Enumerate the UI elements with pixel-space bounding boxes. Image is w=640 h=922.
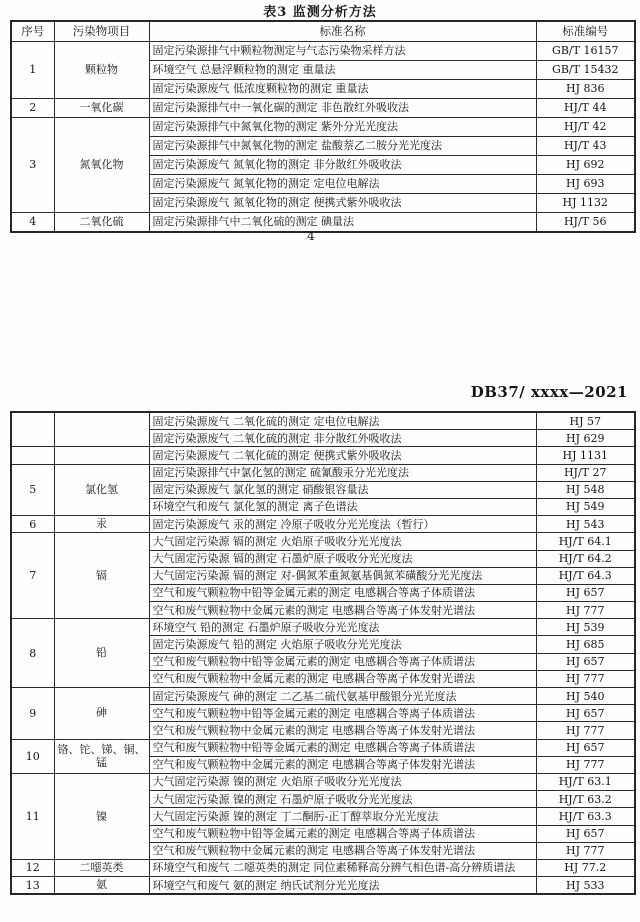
pollutant-cell: 氯化氢	[54, 464, 149, 516]
pollutant-cell: 颗粒物	[54, 42, 149, 99]
table-header-row	[11, 21, 635, 42]
pollutant-cell	[54, 447, 149, 464]
serial-number-cell: 10	[11, 739, 54, 773]
header-standard-code: 标准编号	[536, 21, 635, 42]
serial-number-cell: 1	[11, 42, 54, 99]
standard-code-cell: HJ 777	[536, 722, 635, 739]
standard-code-cell: HJ 629	[536, 430, 635, 447]
monitoring-methods-table-page5	[10, 411, 636, 895]
standard-name-cell: 环境空气和废气 氨的测定 纳氏试剂分光光度法	[149, 877, 536, 895]
standard-name-cell: 大气固定污染源 镍的测定 火焰原子吸收分光光度法	[149, 773, 536, 790]
standard-name-cell: 环境空气 铅的测定 石墨炉原子吸收分光光度法	[149, 619, 536, 636]
standard-name-cell: 空气和废气颗粒物中金属元素的测定 电感耦合等离子体发射光谱法	[149, 842, 536, 859]
serial-number-cell: 13	[11, 877, 54, 895]
standard-code-cell: HJ 548	[536, 481, 635, 498]
standard-code-cell: HJ 693	[536, 175, 635, 194]
standard-name-cell: 固定污染源废气 氯化氢的测定 硝酸银容量法	[149, 481, 536, 498]
standard-code-cell: HJ/T 64.1	[536, 533, 635, 550]
standard-code-cell: GB/T 15432	[536, 61, 635, 80]
table-row	[11, 688, 635, 705]
standard-name-cell: 固定污染源废气 砷的测定 二乙基二硫代氨基甲酸银分光光度法	[149, 688, 536, 705]
standard-name-cell: 环境空气和废气 氯化氢的测定 离子色谱法	[149, 498, 536, 515]
pollutant-cell	[54, 412, 149, 447]
table-row	[11, 118, 635, 137]
standard-name-cell: 固定污染源废气 氮氧化物的测定 非分散红外吸收法	[149, 156, 536, 175]
standard-name-cell: 环境空气和废气 二噁英类的测定 同位素稀释高分辨气相色谱-高分辨质谱法	[149, 859, 536, 876]
table-row	[11, 412, 635, 430]
document-standard-number: DB37/ xxxx—2021	[470, 383, 628, 401]
pollutant-cell: 氨	[54, 877, 149, 895]
standard-name-cell: 空气和废气颗粒物中铅等金属元素的测定 电感耦合等离子体质谱法	[149, 584, 536, 601]
standard-name-cell: 大气固定污染源 镉的测定 石墨炉原子吸收分光光度法	[149, 550, 536, 567]
standard-name-cell: 空气和废气颗粒物中金属元素的测定 电感耦合等离子体发射光谱法	[149, 670, 536, 687]
standard-code-cell: HJ 533	[536, 877, 635, 895]
standard-name-cell: 固定污染源排气中二氧化硫的测定 碘量法	[149, 213, 536, 233]
pollutant-cell: 汞	[54, 516, 149, 533]
header-serial-number: 序号	[11, 21, 54, 42]
standard-code-cell: HJ 1132	[536, 194, 635, 213]
standard-name-cell: 固定污染源废气 二氧化硫的测定 定电位电解法	[149, 412, 536, 430]
serial-number-cell: 8	[11, 619, 54, 688]
table-row	[11, 99, 635, 118]
table-row	[11, 739, 635, 756]
standard-name-cell: 固定污染源排气中颗粒物测定与气态污染物采样方法	[149, 42, 536, 61]
serial-number-cell: 7	[11, 533, 54, 619]
pollutant-cell: 二噁英类	[54, 859, 149, 876]
standard-code-cell: HJ/T 64.3	[536, 567, 635, 584]
header-standard-name: 标准名称	[149, 21, 536, 42]
pollutant-cell: 铬、铊、锑、铜、锰	[54, 739, 149, 773]
standard-name-cell: 大气固定污染源 镍的测定 石墨炉原子吸收分光光度法	[149, 791, 536, 808]
standard-code-cell: HJ 685	[536, 636, 635, 653]
standard-name-cell: 大气固定污染源 镉的测定 火焰原子吸收分光光度法	[149, 533, 536, 550]
standard-code-cell: HJ 657	[536, 653, 635, 670]
standard-code-cell: HJ/T 64.2	[536, 550, 635, 567]
standard-code-cell: HJ 657	[536, 584, 635, 601]
standard-code-cell: HJ 540	[536, 688, 635, 705]
table-row	[11, 859, 635, 876]
table-title: 表3 监测分析方法	[263, 5, 377, 20]
page-number: 4	[307, 229, 315, 243]
standard-code-cell: HJ 777	[536, 756, 635, 773]
table-row	[11, 773, 635, 790]
standard-name-cell: 固定污染源废气 氮氧化物的测定 定电位电解法	[149, 175, 536, 194]
table-row	[11, 447, 635, 464]
standard-code-cell: HJ 836	[536, 80, 635, 99]
standard-code-cell: HJ 549	[536, 498, 635, 515]
standard-name-cell: 空气和废气颗粒物中铅等金属元素的测定 电感耦合等离子体质谱法	[149, 653, 536, 670]
serial-number-cell	[11, 412, 54, 447]
pollutant-cell: 铅	[54, 619, 149, 688]
serial-number-cell: 4	[11, 213, 54, 233]
monitoring-methods-table-page4	[10, 20, 636, 233]
standard-code-cell: HJ/T 27	[536, 464, 635, 481]
pollutant-cell: 氮氧化物	[54, 118, 149, 213]
pollutant-cell: 砷	[54, 688, 149, 740]
serial-number-cell: 6	[11, 516, 54, 533]
standard-name-cell: 空气和废气颗粒物中金属元素的测定 电感耦合等离子体发射光谱法	[149, 722, 536, 739]
serial-number-cell: 2	[11, 99, 54, 118]
standard-name-cell: 大气固定污染源 镉的测定 对-偶氮苯重氮氨基偶氮苯磺酸分光光度法	[149, 567, 536, 584]
table-row	[11, 533, 635, 550]
standard-code-cell: HJ/T 44	[536, 99, 635, 118]
standard-name-cell: 固定污染源废气 汞的测定 冷原子吸收分光光度法（暂行）	[149, 516, 536, 533]
standard-name-cell: 固定污染源排气中氯化氢的测定 硫氰酸汞分光光度法	[149, 464, 536, 481]
standard-code-cell: HJ 692	[536, 156, 635, 175]
standard-code-cell: HJ 657	[536, 705, 635, 722]
standard-name-cell: 固定污染源废气 二氧化硫的测定 非分散红外吸收法	[149, 430, 536, 447]
serial-number-cell	[11, 447, 54, 464]
pollutant-cell: 二氧化硫	[54, 213, 149, 233]
standard-name-cell: 固定污染源排气中氮氧化物的测定 盐酸萘乙二胺分光光度法	[149, 137, 536, 156]
standard-code-cell: HJ 657	[536, 825, 635, 842]
standard-code-cell: HJ 777	[536, 602, 635, 619]
standard-name-cell: 大气固定污染源 镍的测定 丁二酮肟-正丁醇萃取分光光度法	[149, 808, 536, 825]
standard-code-cell: HJ 1131	[536, 447, 635, 464]
header-pollutant: 污染物项目	[54, 21, 149, 42]
standard-code-cell: HJ 543	[536, 516, 635, 533]
standard-name-cell: 空气和废气颗粒物中金属元素的测定 电感耦合等离子体发射光谱法	[149, 602, 536, 619]
serial-number-cell: 9	[11, 688, 54, 740]
table-row	[11, 516, 635, 533]
table-row	[11, 464, 635, 481]
pollutant-cell: 镍	[54, 773, 149, 859]
serial-number-cell: 11	[11, 773, 54, 859]
standard-name-cell: 空气和废气颗粒物中铅等金属元素的测定 电感耦合等离子体质谱法	[149, 705, 536, 722]
serial-number-cell: 3	[11, 118, 54, 213]
standard-name-cell: 固定污染源废气 氮氧化物的测定 便携式紫外吸收法	[149, 194, 536, 213]
standard-name-cell: 空气和废气颗粒物中金属元素的测定 电感耦合等离子体发射光谱法	[149, 756, 536, 773]
standard-code-cell: HJ/T 56	[536, 213, 635, 233]
table-row	[11, 619, 635, 636]
standard-code-cell: HJ/T 63.3	[536, 808, 635, 825]
serial-number-cell: 5	[11, 464, 54, 516]
pollutant-cell: 镉	[54, 533, 149, 619]
standard-code-cell: HJ/T 43	[536, 137, 635, 156]
standard-name-cell: 固定污染源排气中氮氧化物的测定 紫外分光光度法	[149, 118, 536, 137]
standard-code-cell: HJ 777	[536, 842, 635, 859]
table-row	[11, 877, 635, 895]
standard-code-cell: HJ 77.2	[536, 859, 635, 876]
standard-code-cell: HJ 657	[536, 739, 635, 756]
standard-code-cell: HJ 777	[536, 670, 635, 687]
standard-code-cell: HJ/T 42	[536, 118, 635, 137]
standard-code-cell: HJ/T 63.1	[536, 773, 635, 790]
pollutant-cell: 一氧化碳	[54, 99, 149, 118]
standard-name-cell: 固定污染源废气 低浓度颗粒物的测定 重量法	[149, 80, 536, 99]
standard-name-cell: 固定污染源排气中一氧化碳的测定 非色散红外吸收法	[149, 99, 536, 118]
standard-code-cell: HJ/T 63.2	[536, 791, 635, 808]
standard-name-cell: 环境空气 总悬浮颗粒物的测定 重量法	[149, 61, 536, 80]
standard-name-cell: 空气和废气颗粒物中铅等金属元素的测定 电感耦合等离子体质谱法	[149, 825, 536, 842]
standard-code-cell: GB/T 16157	[536, 42, 635, 61]
standard-name-cell: 固定污染源废气 铅的测定 火焰原子吸收分光光度法	[149, 636, 536, 653]
table-row	[11, 42, 635, 61]
standard-code-cell: HJ 57	[536, 412, 635, 430]
standard-name-cell: 空气和废气颗粒物中铅等金属元素的测定 电感耦合等离子体质谱法	[149, 739, 536, 756]
standard-code-cell: HJ 539	[536, 619, 635, 636]
standard-name-cell: 固定污染源废气 二氧化硫的测定 便携式紫外吸收法	[149, 447, 536, 464]
serial-number-cell: 12	[11, 859, 54, 876]
